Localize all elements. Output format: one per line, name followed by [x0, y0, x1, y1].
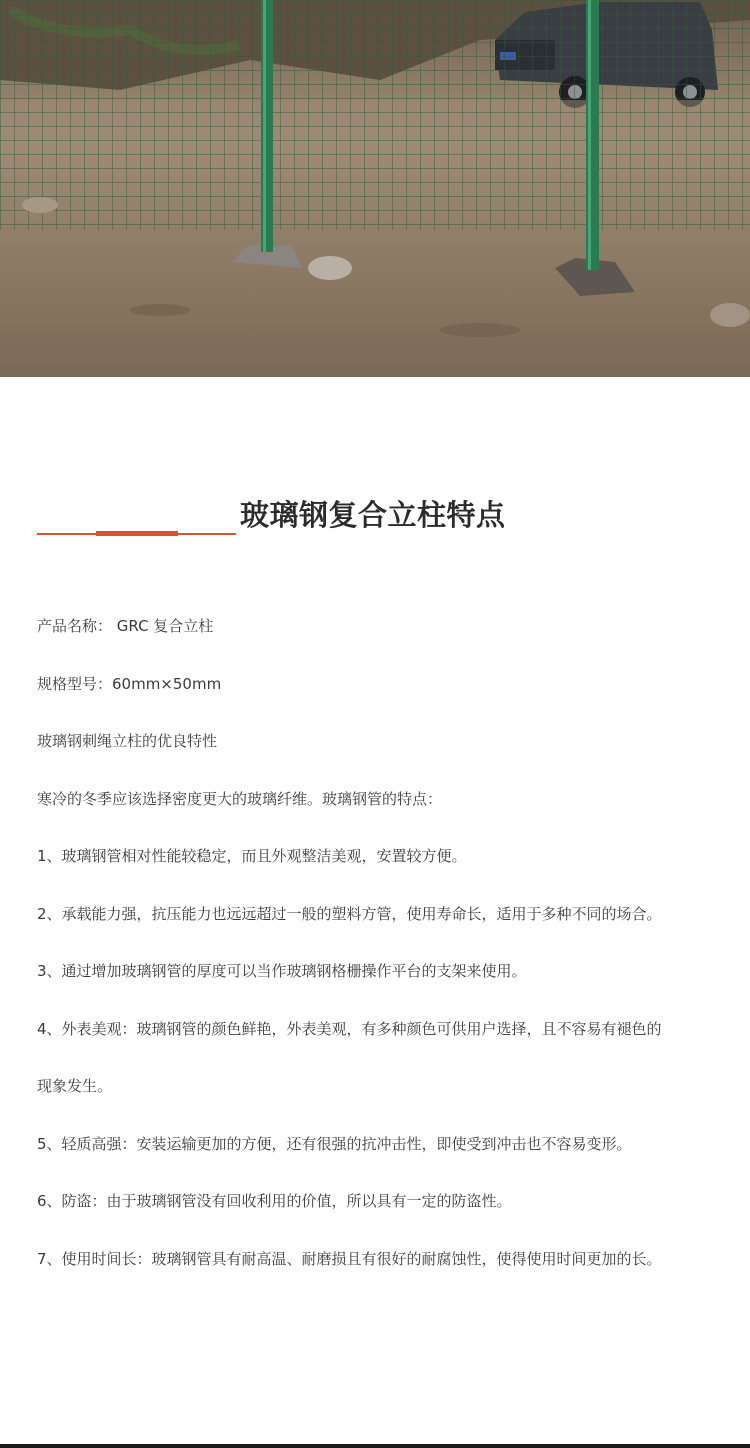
section-heading [0, 488, 750, 548]
feature-item-6: 6、防盗：由于玻璃钢管没有回收利用的价值，所以具有一定的防盗性。 [37, 1192, 512, 1210]
feature-item-1: 1、玻璃钢管相对性能较稳定，而且外观整洁美观，安置较方便。 [37, 847, 467, 865]
page-title: 玻璃钢复合立柱特点 [240, 498, 506, 532]
feature-list [37, 598, 717, 1288]
spec-line: 规格型号：60mm×50mm [37, 674, 222, 693]
subtitle-line: 玻璃钢刺绳立柱的优良特性 [37, 732, 218, 750]
fence-photo-illustration [0, 0, 750, 377]
feature-item-4-cont: 现象发生。 [37, 1077, 113, 1095]
hero-photo [0, 0, 750, 377]
heading-underline-accent [96, 531, 178, 536]
feature-item-7: 7、使用时间长：玻璃钢管具有耐高温、耐磨损且有很好的耐腐蚀性，使得使用时间更加的长。 [37, 1249, 662, 1268]
feature-item-4: 4、外表美观：玻璃钢管的颜色鲜艳，外表美观，有多种颜色可供用户选择，且不容易有褪色的 [37, 1019, 662, 1038]
bottom-divider [0, 1444, 750, 1448]
feature-item-5: 5、轻质高强：安装运输更加的方便，还有很强的抗冲击性，即使受到冲击也不容易变形。 [37, 1134, 632, 1153]
intro-line: 寒冷的冬季应该选择密度更大的玻璃纤维。玻璃钢管的特点： [37, 789, 443, 808]
product-name-line: 产品名称： GRC 复合立柱 [37, 617, 214, 635]
feature-item-3: 3、通过增加玻璃钢管的厚度可以当作玻璃钢格栅操作平台的支架来使用。 [37, 962, 527, 980]
feature-item-2: 2、承载能力强，抗压能力也远远超过一般的塑料方管，使用寿命长，适用于多种不同的场合。 [37, 904, 662, 923]
